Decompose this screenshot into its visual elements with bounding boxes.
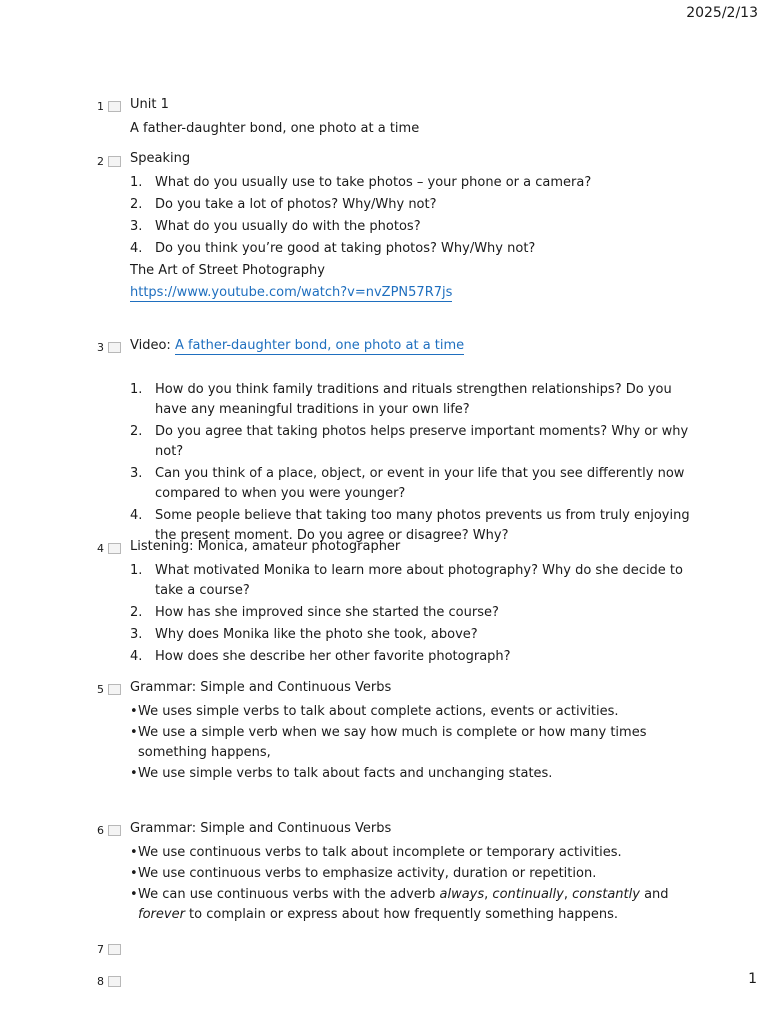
section-number: 6 [97,824,104,837]
section-title: Speaking [130,151,191,166]
section-title: Listening: Monica, amateur photographer [130,539,401,554]
section-checkbox[interactable] [108,944,121,955]
list-item: • We use a simple verb when we say how much is complete or how many times something happens, [130,725,647,760]
section-title: Video: A father-daughter bond, one photo at a time [130,338,465,353]
list-item: • We use simple verbs to talk about facts and unchanging states. [130,766,553,781]
section-checkbox[interactable] [108,543,121,554]
youtube-link[interactable]: https://www.youtube.com/watch?v=nvZPN57R7js [130,285,453,300]
section-checkbox[interactable] [108,156,121,167]
bullet-list [130,702,690,785]
list-item: 4. Some people believe that taking too many photos prevents us from truly enjoying the present moment. Do you agree or disagree? Why? [130,508,690,543]
section-number: 3 [97,341,104,354]
list-item: 1. How do you think family traditions and rituals strengthen relationships? Do you have any meaningful traditions in your own life? [130,382,672,417]
document-date: 2025/2/13 [686,5,758,21]
list-item: 2. Do you agree that taking photos helps preserve important moments? Why or why not? [130,424,689,459]
section-subtitle: A father-daughter bond, one photo at a time [130,121,420,136]
section-title: Grammar: Simple and Continuous Verbs [130,680,392,695]
list-item: • We use continuous verbs to emphasize activity, duration or repetition. [130,866,597,881]
list-item: 3. Why does Monika like the photo she took, above? [130,627,478,642]
list-item: • We use continuous verbs to talk about incomplete or temporary activities. [130,845,622,860]
section-checkbox[interactable] [108,101,121,112]
section-checkbox[interactable] [108,684,121,695]
bullet-list [130,843,690,926]
list-item: 4. Do you think you’re good at taking photos? Why/Why not? [130,241,536,256]
list-item: 3. What do you usually do with the photos? [130,219,421,234]
question-list [130,561,690,669]
list-item: • We can use continuous verbs with the adverb always, continually, constantly and forever to complain or express about how frequently something happens. [130,887,669,922]
question-list [130,380,690,548]
list-item: • We uses simple verbs to talk about complete actions, events or activities. [130,704,619,719]
section-number: 4 [97,542,104,555]
list-item: 2. Do you take a lot of photos? Why/Why not? [130,197,437,212]
section-number: 1 [97,100,104,113]
section-checkbox[interactable] [108,976,121,987]
list-item: 3. Can you think of a place, object, or event in your life that you see differently now compared to when you were younger? [130,466,685,501]
list-item: 4. How does she describe her other favorite photograph? [130,649,511,664]
list-item: 1. What do you usually use to take photos – your phone or a camera? [130,175,592,190]
section-checkbox[interactable] [108,342,121,353]
list-item: 2. How has she improved since she started the course? [130,605,499,620]
section-title: Grammar: Simple and Continuous Verbs [130,821,392,836]
list-item: 1. What motivated Monika to learn more about photography? Why do she decide to take a course? [130,563,683,598]
section-checkbox[interactable] [108,825,121,836]
page-number: 1 [748,971,757,987]
section-number: 2 [97,155,104,168]
section-number: 5 [97,683,104,696]
section-title: Unit 1 [130,97,169,112]
resource-note: The Art of Street Photography [130,263,325,278]
question-list [130,173,690,261]
video-link[interactable]: A father-daughter bond, one photo at a time [174,338,465,353]
section-number: 8 [97,975,104,988]
section-number: 7 [97,943,104,956]
